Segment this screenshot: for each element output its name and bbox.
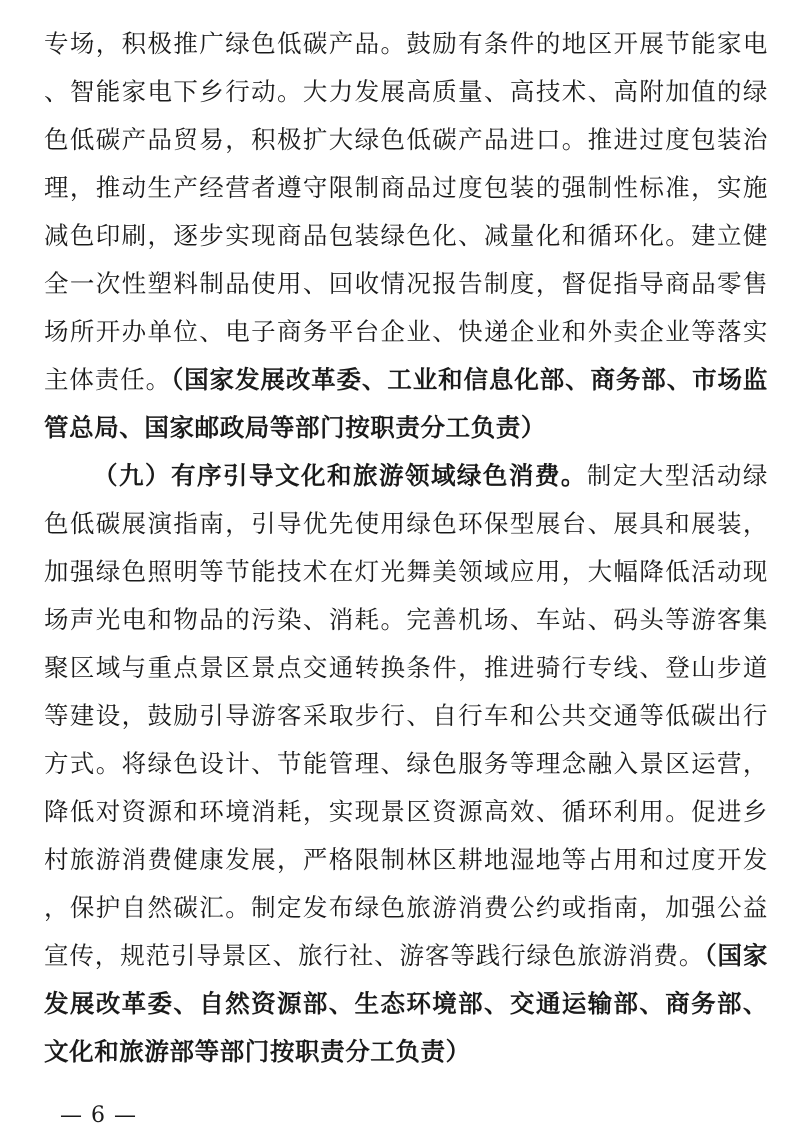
paragraph-body-text: 专场，积极推广绿色低碳产品。鼓励有条件的地区开展节能家电、智能家电下乡行动。大力发展高质量、高技术、高附加值的绿色低碳产品贸易，积极扩大绿色低碳产品进口。推进过度包装治理，推动生产经营者遵守限制商品过度包装的强制性标准，实施减色印刷，逐步实现商品包装绿色化、减量化和循环化。建立健全一次性塑料制品使用、回收情况报告制度，督促指导商品零售场所开办单位、电子商务平台企业、快递企业和外卖企业等落实主体责任。	[44, 29, 768, 394]
paragraph-body-text: 制定大型活动绿色低碳展演指南，引导优先使用绿色环保型展台、展具和展装，加强绿色照明等节能技术在灯光舞美领域应用，大幅降低活动现场声光电和物品的污染、消耗。完善机场、车站、码头等游客集聚区域与重点景区景点交通转换条件，推进骑行专线、登山步道等建设，鼓励引导游客采取步行、自行车和公共交通等低碳出行方式。将绿色设计、节能管理、绿色服务等理念融入景区运营，降低对资源和环境消耗，实现景区资源高效、循环利用。促进乡村旅游消费健康发展，严格限制林区耕地湿地等占用和过度开发，保护自然碳汇。制定发布绿色旅游消费公约或指南，加强公益宣传，规范引导景区、旅行社、游客等践行绿色旅游消费。	[44, 461, 768, 970]
paragraph-culture-tourism	[44, 452, 768, 1076]
document-page	[44, 20, 768, 1076]
page-number: — 6 —	[60, 1103, 137, 1128]
section-heading: （九）有序引导文化和旅游领域绿色消费。	[93, 461, 587, 490]
paragraph-packaging	[44, 20, 768, 452]
responsible-departments-text: （国家发展改革委、自然资源部、生态环境部、交通运输部、商务部、文化和旅游部等部门按职责分工负责）	[44, 941, 768, 1066]
responsible-departments-text: （国家发展改革委、工业和信息化部、商务部、市场监管总局、国家邮政局等部门按职责分工负责）	[44, 365, 769, 442]
